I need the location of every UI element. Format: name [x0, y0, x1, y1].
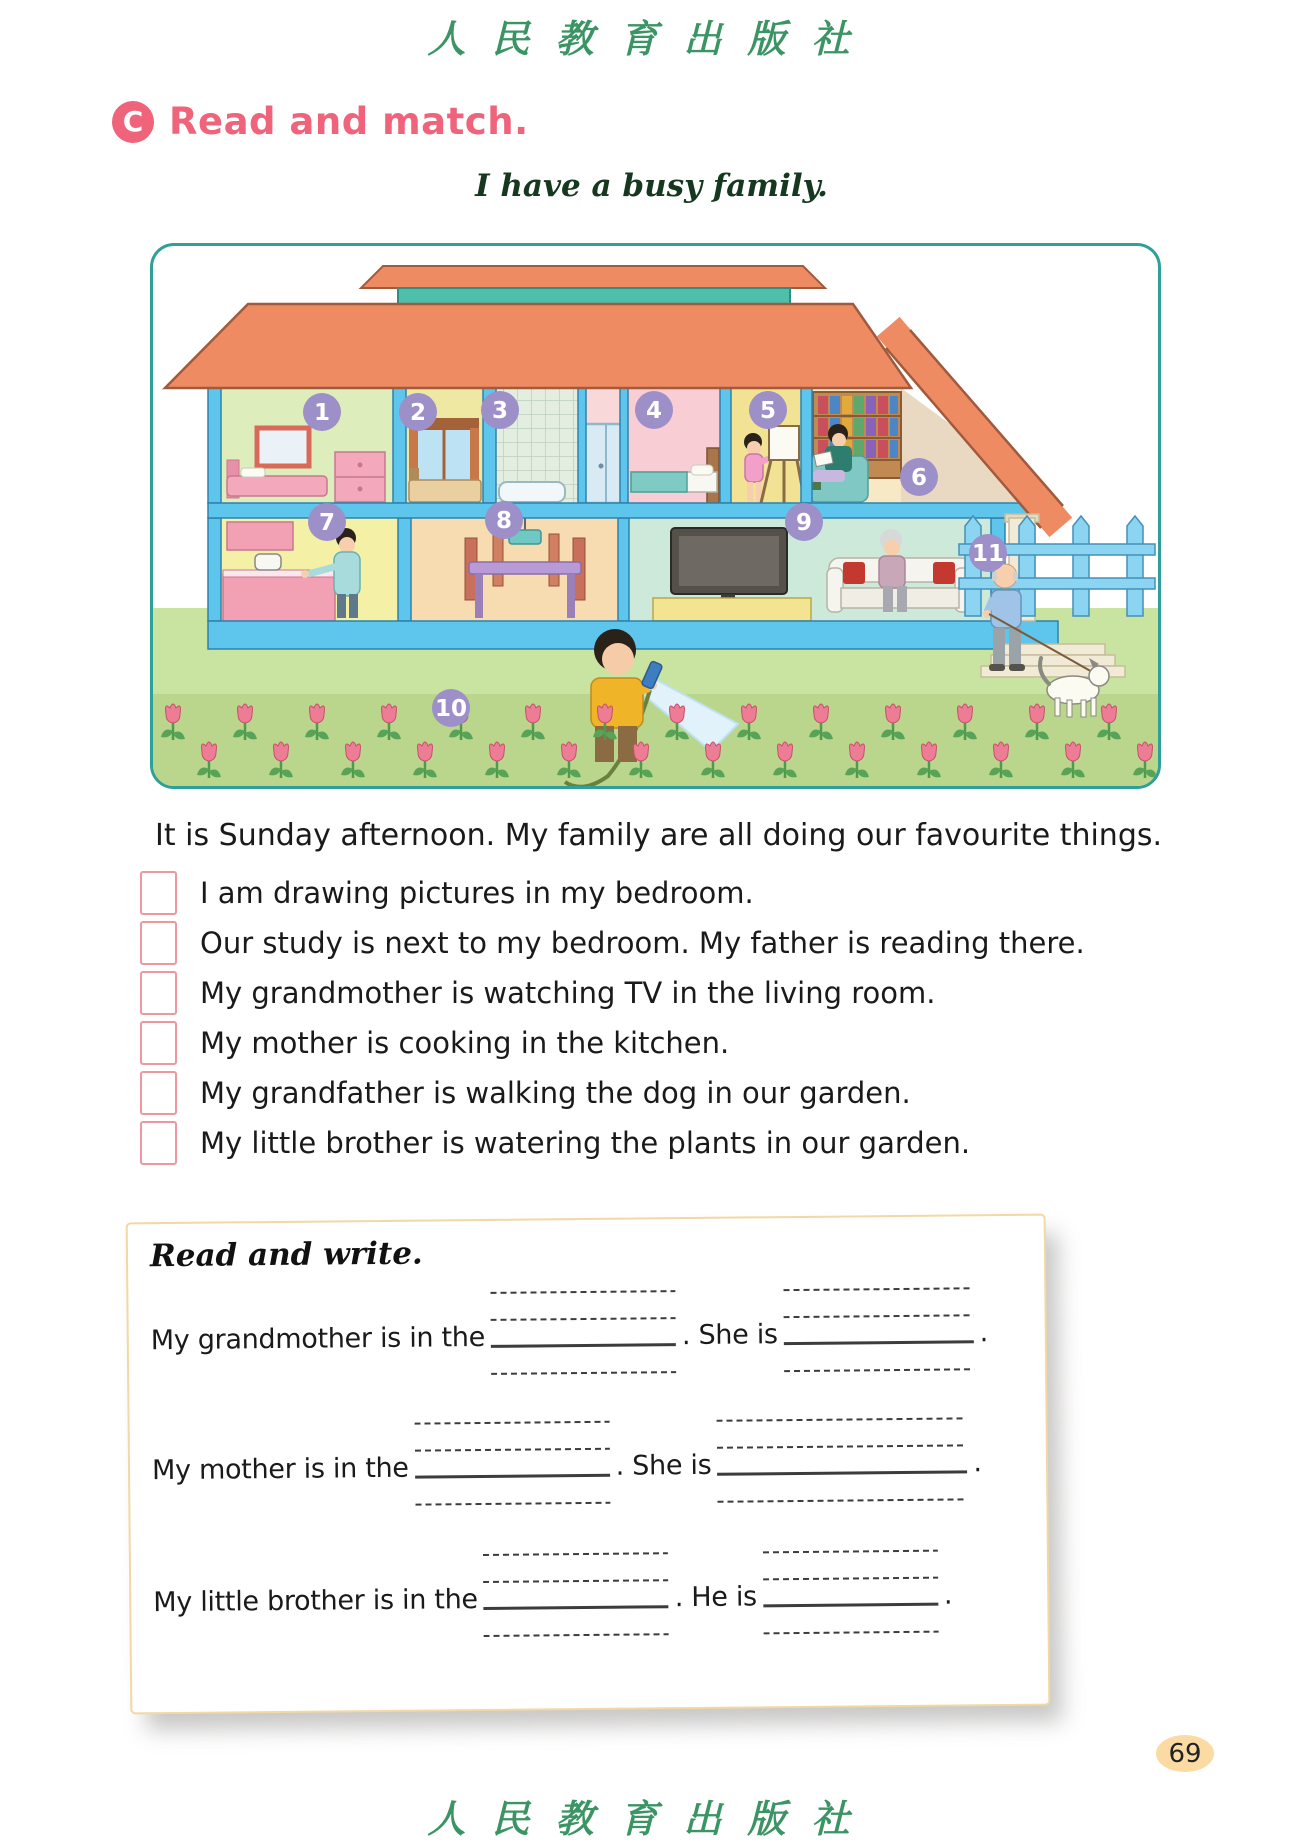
answer-blank-activity-3[interactable]: [762, 1548, 938, 1636]
svg-text:8: 8: [495, 508, 513, 534]
write-row-little-brother: [153, 1548, 953, 1642]
list-item: [140, 922, 1085, 963]
room-label-3: [481, 391, 519, 429]
room-label-8: [485, 501, 523, 539]
svg-text:7: 7: [318, 510, 336, 536]
svg-text:10: 10: [434, 696, 468, 722]
write-row-mother: [152, 1415, 983, 1509]
room-label-2: [399, 393, 437, 431]
passage-intro: It is Sunday afternoon. My family are all doing our favourite things.: [155, 818, 1163, 853]
row-mid: . She is: [681, 1319, 778, 1352]
story-title: I have a busy family.: [475, 168, 828, 204]
svg-text:6: 6: [910, 465, 928, 491]
house-illustration: [150, 243, 1161, 789]
svg-text:2: 2: [409, 400, 427, 426]
list-item: [140, 1122, 1085, 1163]
row-lead: My grandmother is in the: [150, 1321, 486, 1357]
publisher-logo-top: 人民教育出版社: [427, 16, 876, 61]
row-tail: .: [979, 1317, 989, 1349]
sentence-text: My grandmother is watching TV in the living room.: [200, 975, 936, 1010]
list-item: [140, 1022, 1085, 1063]
row-tail: .: [973, 1447, 982, 1479]
read-and-write-title: Read and write.: [149, 1235, 423, 1275]
row-mid: . She is: [615, 1449, 712, 1482]
svg-text:3: 3: [491, 398, 509, 424]
sentence-text: I am drawing pictures in my bedroom.: [200, 875, 754, 910]
list-item: [140, 1072, 1085, 1113]
room-label-7: [308, 503, 346, 541]
svg-text:11: 11: [971, 541, 1005, 567]
list-item: [140, 972, 1085, 1013]
publisher-logo-bottom: 人民教育出版社: [427, 1796, 876, 1841]
svg-text:5: 5: [759, 398, 777, 424]
sentence-text: My grandfather is walking the dog in our garden.: [200, 1075, 911, 1110]
room-label-4: [635, 391, 673, 429]
row-lead: My mother is in the: [151, 1452, 409, 1487]
match-task-list: [140, 872, 1085, 1172]
room-label-1: [303, 393, 341, 431]
answer-checkbox-4[interactable]: [140, 1021, 177, 1065]
section-badge: C: [112, 101, 154, 143]
answer-checkbox-1[interactable]: [140, 871, 177, 915]
sentence-text: My mother is cooking in the kitchen.: [200, 1025, 730, 1060]
house-scene-svg: [153, 246, 1158, 786]
svg-text:4: 4: [645, 398, 663, 424]
list-item: [140, 872, 1085, 913]
svg-text:1: 1: [313, 400, 331, 426]
write-row-grandmother: [150, 1285, 988, 1379]
answer-checkbox-5[interactable]: [140, 1071, 177, 1115]
room-label-5: [749, 391, 787, 429]
row-mid: . He is: [674, 1581, 758, 1614]
answer-blank-room-1[interactable]: [490, 1288, 676, 1376]
read-and-write-box: [126, 1214, 1051, 1715]
answer-blank-activity-1[interactable]: [783, 1285, 974, 1373]
page-number-badge: 69: [1156, 1735, 1214, 1772]
answer-blank-activity-2[interactable]: [717, 1415, 968, 1503]
answer-blank-room-3[interactable]: [483, 1550, 669, 1638]
room-label-11: [969, 534, 1007, 572]
section-header: [112, 100, 529, 143]
section-title: Read and match.: [169, 100, 529, 143]
answer-checkbox-2[interactable]: [140, 921, 177, 965]
tv: [653, 528, 811, 621]
row-tail: .: [943, 1579, 953, 1611]
room-label-6: [900, 458, 938, 496]
sentence-text: Our study is next to my bedroom. My father is reading there.: [200, 925, 1085, 960]
room-label-10: [432, 689, 470, 727]
sentence-text: My little brother is watering the plants in our garden.: [200, 1125, 971, 1160]
room-label-9: [785, 503, 823, 541]
answer-checkbox-6[interactable]: [140, 1121, 177, 1165]
answer-blank-room-2[interactable]: [414, 1419, 610, 1507]
row-lead: My little brother is in the: [153, 1584, 478, 1619]
svg-text:9: 9: [795, 510, 813, 536]
kitchen: [223, 522, 360, 621]
answer-checkbox-3[interactable]: [140, 971, 177, 1015]
